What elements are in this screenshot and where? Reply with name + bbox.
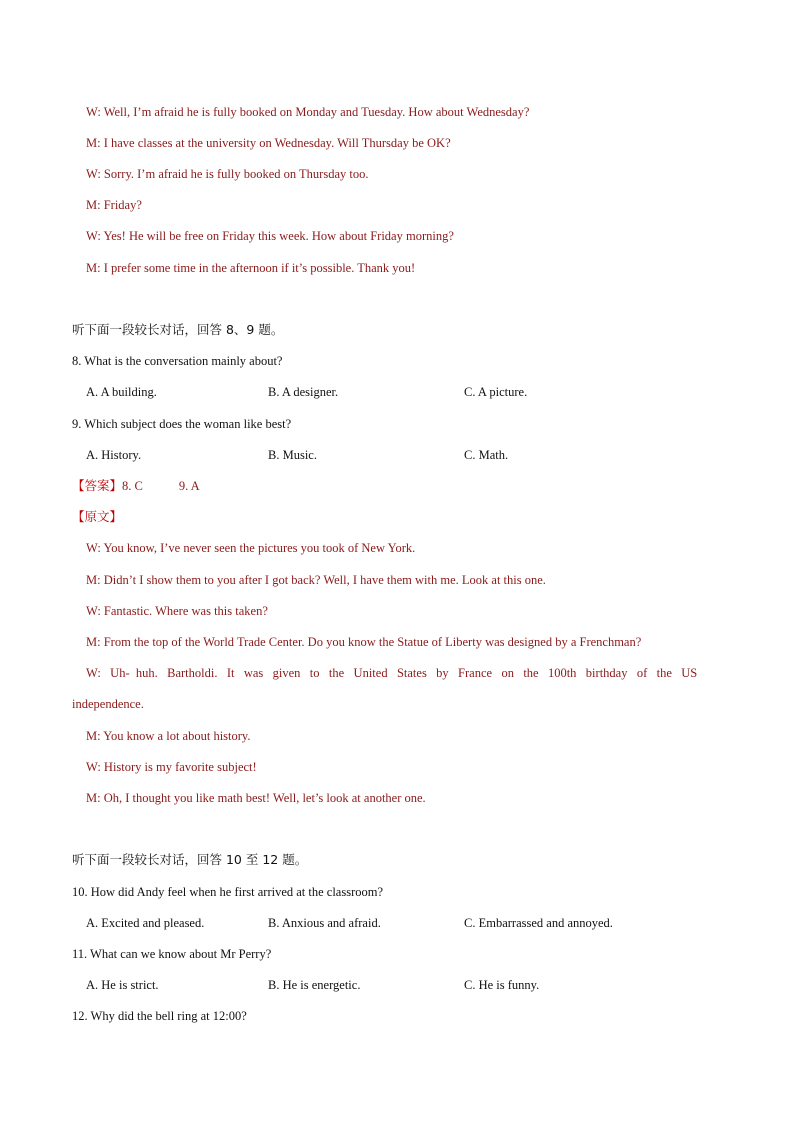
transcript-line: independence. xyxy=(72,697,144,711)
dialogue-line: W: Sorry. I’m afraid he is fully booked on Thursday too. xyxy=(86,167,369,181)
transcript-line: M: From the top of the World Trade Center. Do you know the Statue of Liberty was designed by a Frenchman? xyxy=(86,635,642,649)
transcript-line: M: Oh, I thought you like math best! Well, let’s look at another one. xyxy=(86,791,426,805)
dialogue-line: W: Well, I’m afraid he is fully booked on Monday and Tuesday. How about Wednesday? xyxy=(86,105,530,119)
option-b: B. Anxious and afraid. xyxy=(268,916,381,930)
answer-line xyxy=(72,478,200,494)
transcript-line: W: You know, I’ve never seen the pictures you took of New York. xyxy=(86,541,416,555)
question-12: 12. Why did the bell ring at 12:00? xyxy=(72,1009,247,1023)
dialogue-line: M: I have classes at the university on Wednesday. Will Thursday be OK? xyxy=(86,136,451,150)
question-10: 10. How did Andy feel when he first arrived at the classroom? xyxy=(72,885,384,899)
option-c: C. He is funny. xyxy=(464,978,540,992)
transcript-line: M: You know a lot about history. xyxy=(86,729,251,743)
question-11: 11. What can we know about Mr Perry? xyxy=(72,947,272,961)
answer-9: 9. A xyxy=(178,479,200,493)
dialogue-line: W: Yes! He will be free on Friday this week. How about Friday morning? xyxy=(86,229,454,243)
dialogue-line: M: I prefer some time in the afternoon if it’s possible. Thank you! xyxy=(86,261,416,275)
question-9: 9. Which subject does the woman like best? xyxy=(72,417,292,431)
transcript-line: W: Fantastic. Where was this taken? xyxy=(86,604,268,618)
option-b: B. A designer. xyxy=(268,385,339,399)
option-a: A. He is strict. xyxy=(86,978,159,992)
section-instruction: 听下面一段较长对话，回答 8、9 题。 xyxy=(72,322,284,337)
dialogue-line: M: Friday? xyxy=(86,198,142,212)
question-8: 8. What is the conversation mainly about? xyxy=(72,354,283,368)
answer-label: 【答案】 xyxy=(72,478,123,493)
option-a: A. A building. xyxy=(86,385,157,399)
transcript-line: M: Didn’t I show them to you after I got back? Well, I have them with me. Look at this one. xyxy=(86,573,546,587)
option-c: C. A picture. xyxy=(464,385,528,399)
option-c: C. Embarrassed and annoyed. xyxy=(464,916,613,930)
answer-8: 8. C xyxy=(122,479,143,493)
option-a: A. History. xyxy=(86,448,142,462)
transcript-line: W: Uh- huh. Bartholdi. It was given to the United States by France on the 100th birthday of the US xyxy=(86,666,698,680)
transcript-label: 【原文】 xyxy=(72,509,123,524)
option-c: C. Math. xyxy=(464,448,509,462)
option-a: A. Excited and pleased. xyxy=(86,916,205,930)
transcript-line: W: History is my favorite subject! xyxy=(86,760,257,774)
option-b: B. He is energetic. xyxy=(268,978,361,992)
section-instruction: 听下面一段较长对话，回答 10 至 12 题。 xyxy=(72,852,308,867)
option-b: B. Music. xyxy=(268,448,317,462)
